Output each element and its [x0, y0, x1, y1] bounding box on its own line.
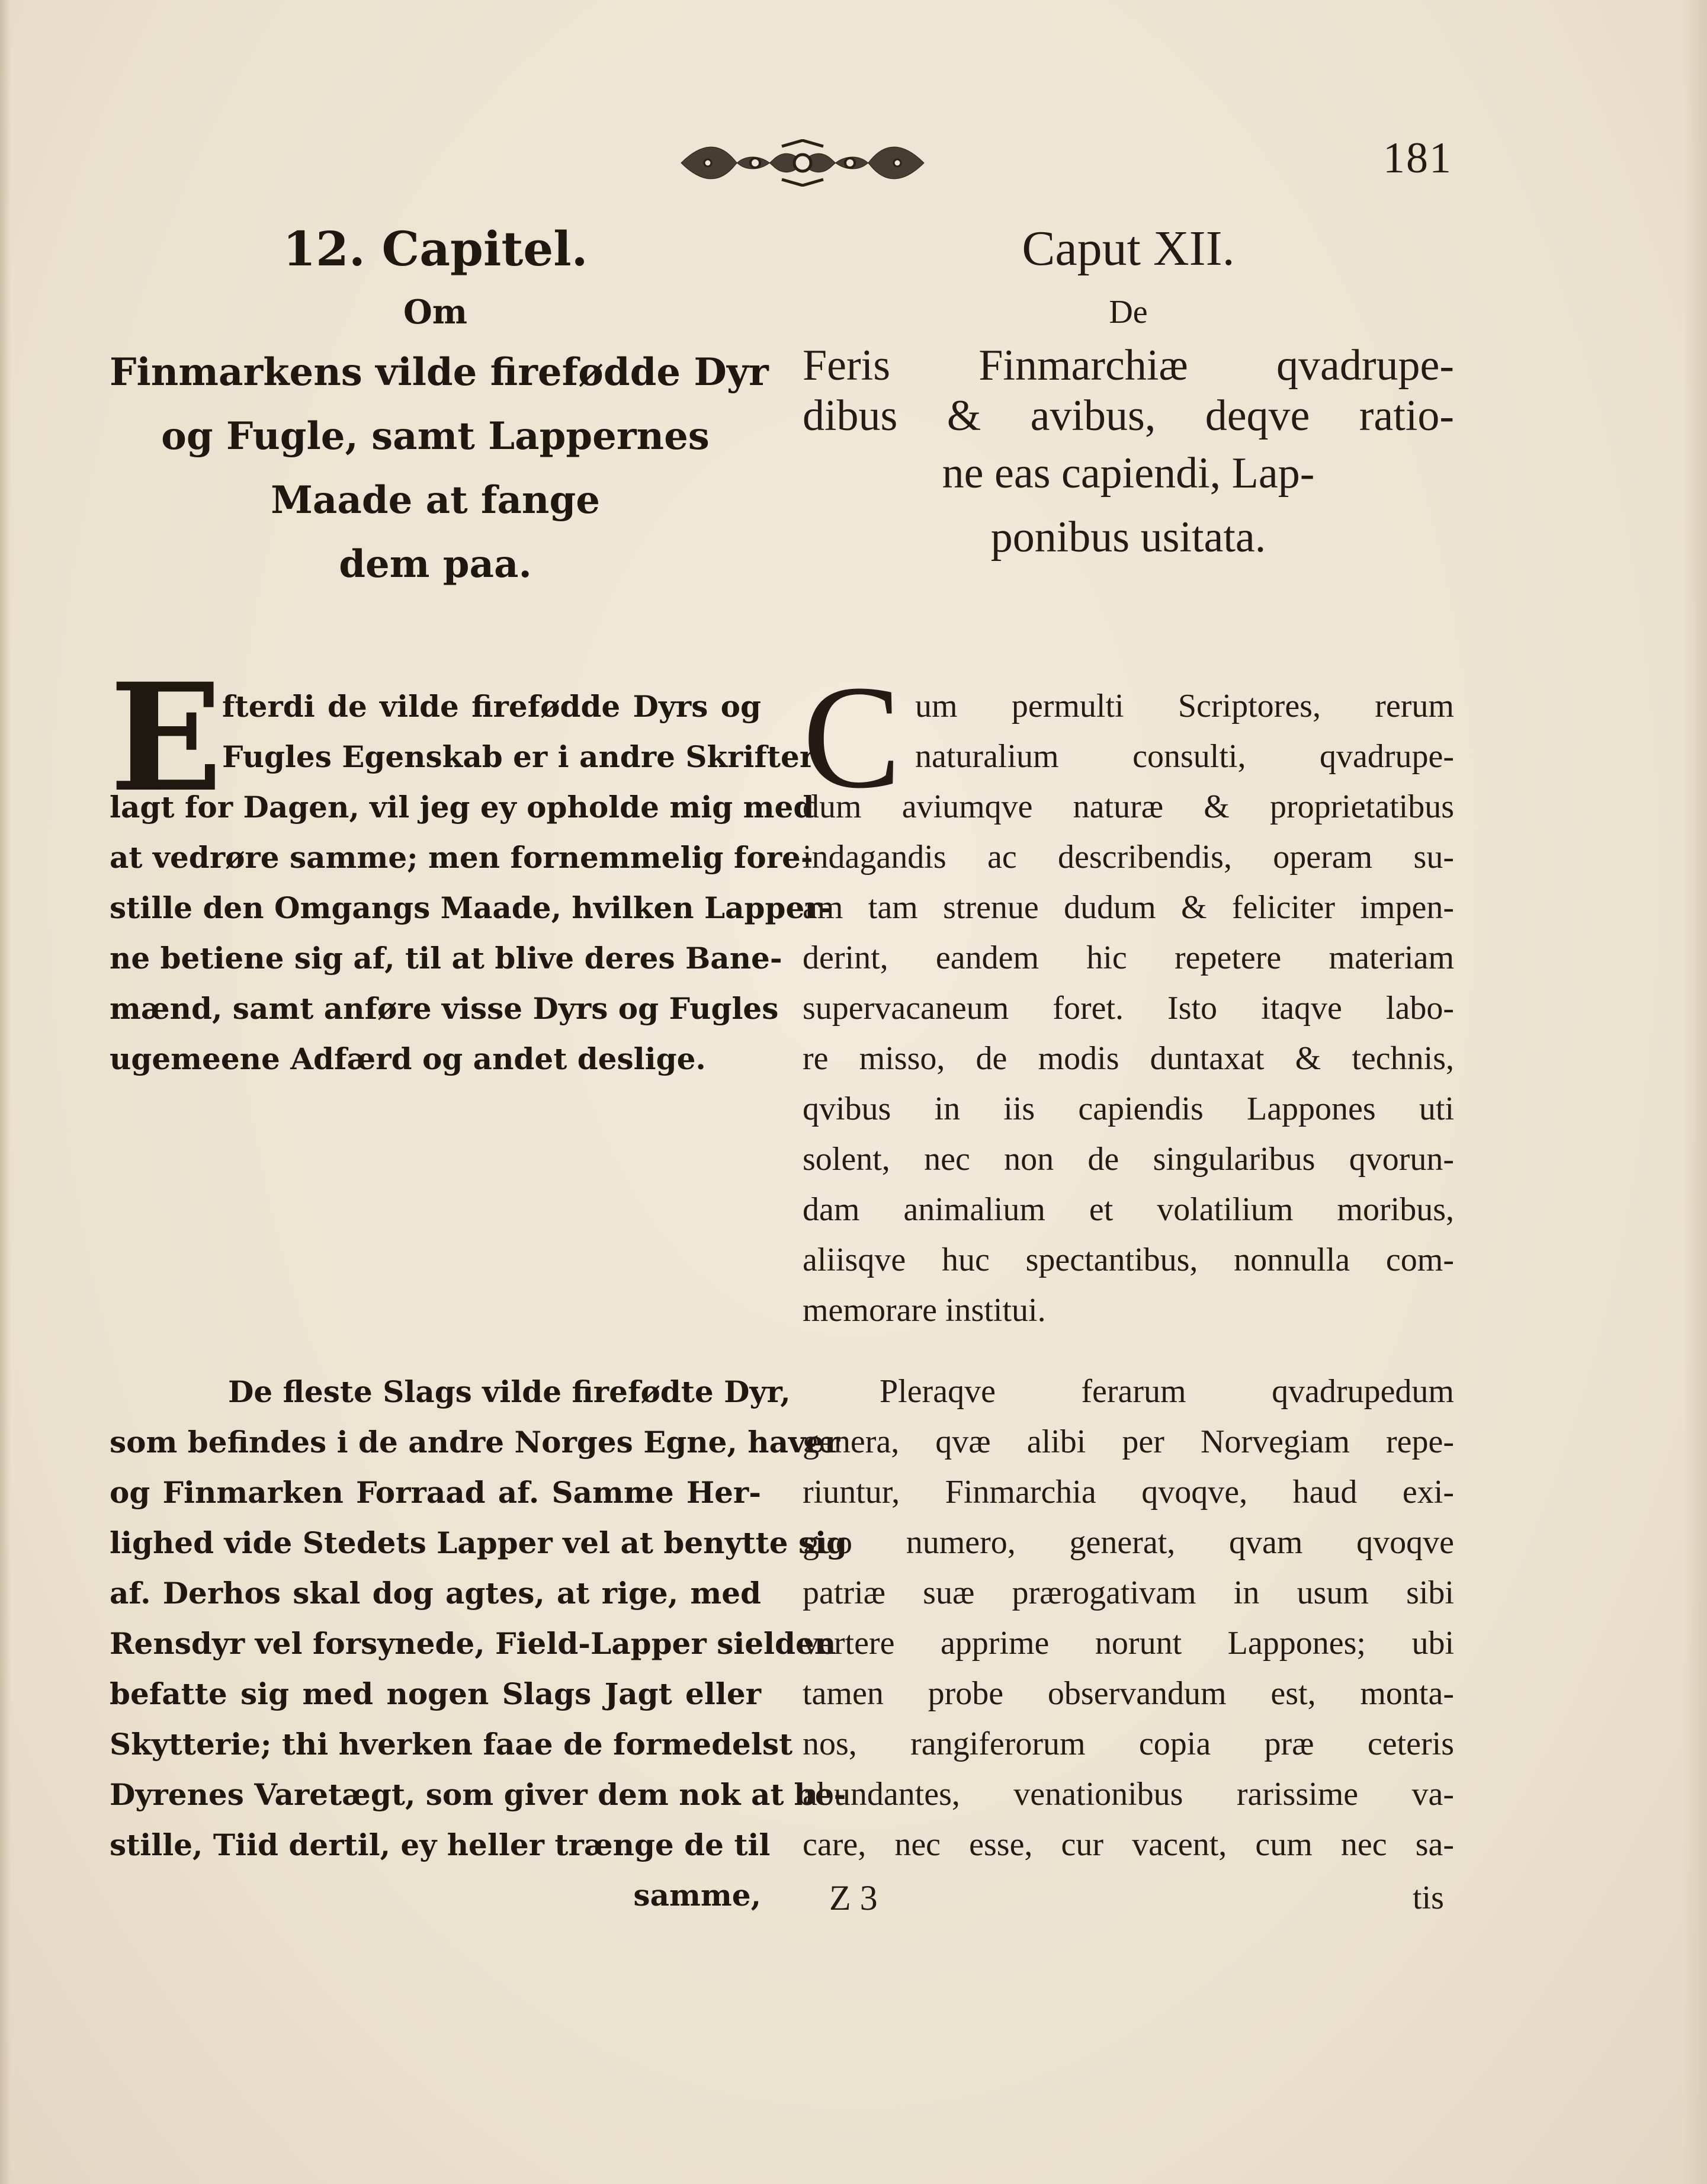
danish-line: og Finmarken Forraad af. Samme Her- [110, 1475, 761, 1510]
latin-line: naturalium consulti, qvadrupe- [915, 738, 1454, 775]
page-edge-left [0, 0, 11, 2184]
latin-heading-line: ponibus usitata. [990, 513, 1266, 562]
headpiece-ornament-icon [678, 139, 927, 187]
danish-line: Dyrenes Varetægt, som giver dem nok at be- [110, 1777, 846, 1812]
danish-line: ne betiene sig af, til at blive deres Bane- [110, 941, 782, 976]
danish-line: stille, Tiid dertil, ey heller trænge de til [110, 1827, 771, 1862]
danish-dropcap: E [110, 650, 223, 825]
danish-line: som befindes i de andre Norges Egne, haver [110, 1425, 840, 1460]
latin-line: qvibus in iis capiendis Lappones uti [803, 1091, 1454, 1127]
danish-heading-line: Maade at fange [271, 478, 600, 522]
catchword: tis [1413, 1880, 1444, 1916]
latin-line: genera, qvæ alibi per Norvegiam repe- [803, 1423, 1454, 1460]
danish-line: Rensdyr vel forsynede, Field-Lapper sielden [110, 1626, 836, 1661]
latin-dropcap: C [803, 655, 901, 819]
latin-line: care, nec esse, cur vacent, cum nec sa- [803, 1826, 1454, 1863]
latin-line: abundantes, venationibus rarissime va- [803, 1776, 1454, 1813]
danish-heading-line: Finmarkens vilde firefødde Dyr [110, 350, 769, 395]
danish-line: De fleste Slags vilde firefødte Dyr, [228, 1374, 791, 1409]
danish-line: lighed vide Stedets Lapper vel at benytte sig [110, 1525, 848, 1560]
latin-chapter-title: Caput XII. [1022, 221, 1235, 276]
danish-line: Fugles Egenskab er i andre Skrifter [222, 739, 816, 774]
latin-paragraph-2 [803, 1367, 1454, 1870]
danish-line: mænd, samt anføre visse Dyrs og Fugles [110, 991, 779, 1026]
danish-line: ugemeene Adfærd og andet deslige. [110, 1041, 706, 1076]
latin-line: patriæ suæ prærogativam in usum sibi [803, 1574, 1454, 1611]
latin-line: Pleraqve ferarum qvadrupedum [880, 1373, 1454, 1410]
danish-line: fterdi de vilde firefødde Dyrs og [222, 689, 761, 724]
latin-column [803, 213, 1454, 569]
latin-line: re misso, de modis duntaxat & technis, [803, 1040, 1454, 1077]
danish-line: Skytterie; thi hverken faae de formedelst [110, 1727, 793, 1762]
latin-heading-line: Feris Finmarchiæ qvadrupe- [803, 341, 1454, 390]
danish-line: af. Derhos skal dog agtes, at rige, med [110, 1576, 761, 1611]
latin-line: derint, eandem hic repetere materiam [803, 939, 1454, 976]
danish-line: befatte sig med nogen Slags Jagt eller [110, 1676, 761, 1711]
latin-heading-line: ne eas capiendi, Lap- [942, 449, 1315, 498]
danish-chapter-title: 12. Capitel. [283, 221, 588, 277]
danish-om: Om [403, 293, 468, 332]
latin-line: supervacaneum foret. Isto itaqve labo- [803, 990, 1454, 1027]
latin-line: memorare institui. [803, 1292, 1046, 1329]
latin-de: De [1109, 294, 1148, 331]
signature-mark: Z 3 [829, 1878, 878, 1917]
danish-heading-line: dem paa. [339, 542, 532, 586]
danish-line: lagt for Dagen, vil jeg ey opholde mig med [110, 790, 814, 825]
latin-line: um permulti Scriptores, rerum [915, 688, 1454, 724]
danish-line: at vedrøre samme; men fornemmelig fore- [110, 840, 813, 875]
latin-paragraph-1 [803, 655, 1454, 1336]
page-edge-right [1683, 0, 1707, 2184]
latin-line: solent, nec non de singularibus qvorun- [803, 1141, 1454, 1178]
latin-line: dum aviumqve naturæ & proprietatibus [803, 788, 1454, 825]
danish-paragraph-1 [110, 650, 833, 1084]
danish-line: stille den Omgangs Maade, hvilken Lapper- [110, 890, 833, 925]
page-number: 181 [1383, 134, 1452, 182]
danish-heading-line: og Fugle, samt Lappernes [161, 414, 710, 458]
latin-line: indagandis ac describendis, operam su- [803, 839, 1454, 875]
danish-paragraph-2 [110, 1367, 848, 1920]
danish-column [110, 213, 769, 596]
latin-line: tamen probe observandum est, monta- [803, 1675, 1454, 1712]
latin-line: guo numero, generat, qvam qvoqve [803, 1524, 1454, 1561]
latin-line: am tam strenue dudum & feliciter impen- [803, 889, 1454, 926]
latin-heading-line: dibus & avibus, deqve ratio- [803, 392, 1454, 440]
latin-line: vertere apprime norunt Lappones; ubi [803, 1625, 1454, 1662]
latin-line: riuntur, Finmarchia qvoqve, haud exi- [803, 1474, 1454, 1510]
latin-line: aliisqve huc spectantibus, nonnulla com- [803, 1242, 1454, 1278]
danish-catch-line: samme, [633, 1878, 761, 1913]
latin-line: nos, rangiferorum copia præ ceteris [803, 1726, 1454, 1762]
latin-line: dam animalium et volatilium moribus, [803, 1191, 1454, 1228]
